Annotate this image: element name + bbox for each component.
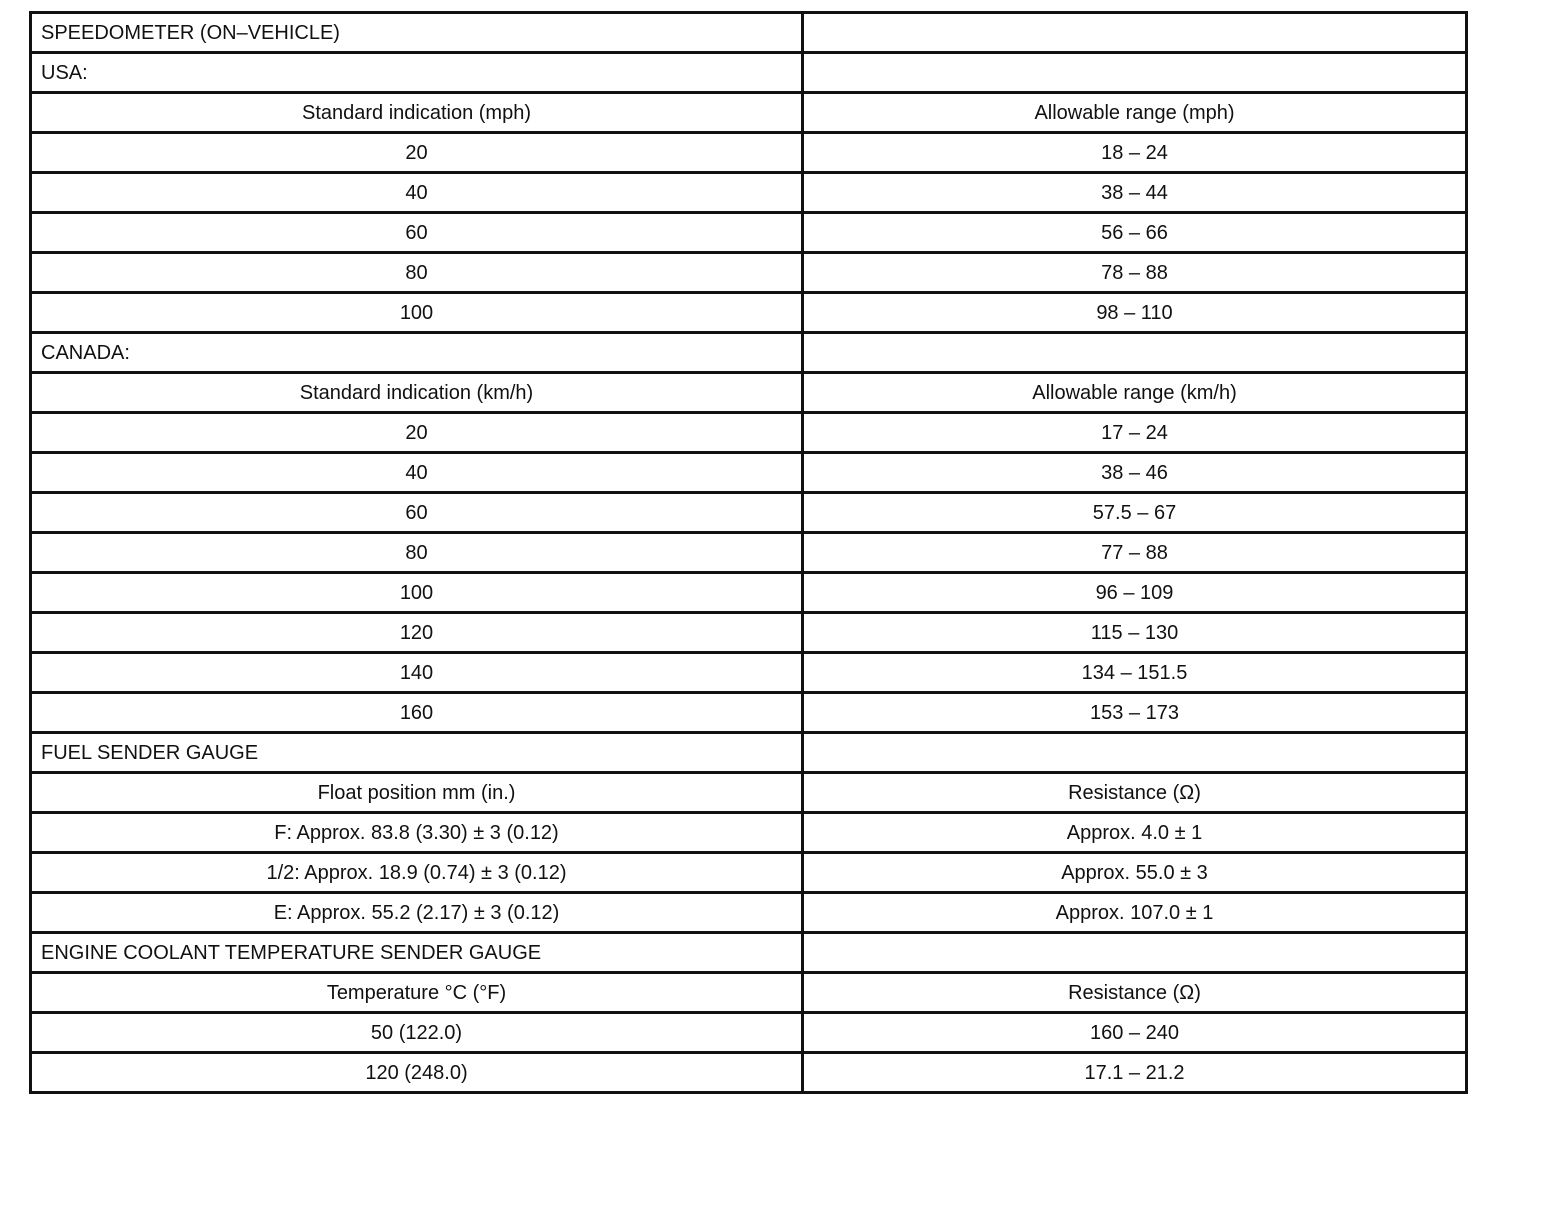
table-row xyxy=(31,613,1467,653)
left-cell: 120 xyxy=(31,613,803,653)
section-title: USA: xyxy=(31,53,803,93)
right-cell: 18 – 24 xyxy=(803,133,1467,173)
table-row xyxy=(31,973,1467,1013)
empty-cell xyxy=(803,333,1467,373)
section-title: CANADA: xyxy=(31,333,803,373)
section-row xyxy=(31,13,1467,53)
table-row xyxy=(31,173,1467,213)
empty-cell xyxy=(803,13,1467,53)
right-cell: Allowable range (km/h) xyxy=(803,373,1467,413)
section-title: ENGINE COOLANT TEMPERATURE SENDER GAUGE xyxy=(31,933,803,973)
table-row xyxy=(31,653,1467,693)
left-cell: 80 xyxy=(31,253,803,293)
right-cell: Resistance (Ω) xyxy=(803,973,1467,1013)
right-cell: Approx. 107.0 ± 1 xyxy=(803,893,1467,933)
table-row xyxy=(31,213,1467,253)
right-cell: 98 – 110 xyxy=(803,293,1467,333)
left-cell: 100 xyxy=(31,573,803,613)
table-row xyxy=(31,493,1467,533)
left-cell: 20 xyxy=(31,413,803,453)
table-row xyxy=(31,93,1467,133)
right-cell: 96 – 109 xyxy=(803,573,1467,613)
right-cell: 134 – 151.5 xyxy=(803,653,1467,693)
left-cell: Standard indication (km/h) xyxy=(31,373,803,413)
table-row xyxy=(31,1053,1467,1093)
left-cell: 50 (122.0) xyxy=(31,1013,803,1053)
table-row xyxy=(31,453,1467,493)
table-row xyxy=(31,893,1467,933)
table-row xyxy=(31,693,1467,733)
left-cell: Temperature °C (°F) xyxy=(31,973,803,1013)
empty-cell xyxy=(803,733,1467,773)
spec-table-body xyxy=(31,13,1467,1093)
empty-cell xyxy=(803,53,1467,93)
right-cell: 17.1 – 21.2 xyxy=(803,1053,1467,1093)
left-cell: 100 xyxy=(31,293,803,333)
right-cell: 17 – 24 xyxy=(803,413,1467,453)
right-cell: 38 – 46 xyxy=(803,453,1467,493)
right-cell: Approx. 55.0 ± 3 xyxy=(803,853,1467,893)
table-row xyxy=(31,373,1467,413)
left-cell: F: Approx. 83.8 (3.30) ± 3 (0.12) xyxy=(31,813,803,853)
left-cell: 1/2: Approx. 18.9 (0.74) ± 3 (0.12) xyxy=(31,853,803,893)
right-cell: 115 – 130 xyxy=(803,613,1467,653)
section-row xyxy=(31,733,1467,773)
right-cell: Allowable range (mph) xyxy=(803,93,1467,133)
left-cell: 60 xyxy=(31,493,803,533)
left-cell: 140 xyxy=(31,653,803,693)
table-row xyxy=(31,853,1467,893)
spec-table xyxy=(29,11,1468,1094)
right-cell: 77 – 88 xyxy=(803,533,1467,573)
right-cell: 160 – 240 xyxy=(803,1013,1467,1053)
left-cell: 40 xyxy=(31,173,803,213)
table-row xyxy=(31,773,1467,813)
section-row xyxy=(31,333,1467,373)
table-row xyxy=(31,133,1467,173)
table-row xyxy=(31,813,1467,853)
right-cell: Resistance (Ω) xyxy=(803,773,1467,813)
table-row xyxy=(31,1013,1467,1053)
right-cell: 57.5 – 67 xyxy=(803,493,1467,533)
left-cell: 20 xyxy=(31,133,803,173)
right-cell: 78 – 88 xyxy=(803,253,1467,293)
section-row xyxy=(31,53,1467,93)
right-cell: 153 – 173 xyxy=(803,693,1467,733)
section-row xyxy=(31,933,1467,973)
table-row xyxy=(31,293,1467,333)
left-cell: Standard indication (mph) xyxy=(31,93,803,133)
right-cell: 38 – 44 xyxy=(803,173,1467,213)
left-cell: 40 xyxy=(31,453,803,493)
right-cell: 56 – 66 xyxy=(803,213,1467,253)
left-cell: 120 (248.0) xyxy=(31,1053,803,1093)
right-cell: Approx. 4.0 ± 1 xyxy=(803,813,1467,853)
table-row xyxy=(31,253,1467,293)
empty-cell xyxy=(803,933,1467,973)
table-row xyxy=(31,573,1467,613)
table-row xyxy=(31,413,1467,453)
left-cell: 60 xyxy=(31,213,803,253)
left-cell: 160 xyxy=(31,693,803,733)
left-cell: 80 xyxy=(31,533,803,573)
section-title: FUEL SENDER GAUGE xyxy=(31,733,803,773)
left-cell: Float position mm (in.) xyxy=(31,773,803,813)
table-row xyxy=(31,533,1467,573)
section-title: SPEEDOMETER (ON–VEHICLE) xyxy=(31,13,803,53)
left-cell: E: Approx. 55.2 (2.17) ± 3 (0.12) xyxy=(31,893,803,933)
